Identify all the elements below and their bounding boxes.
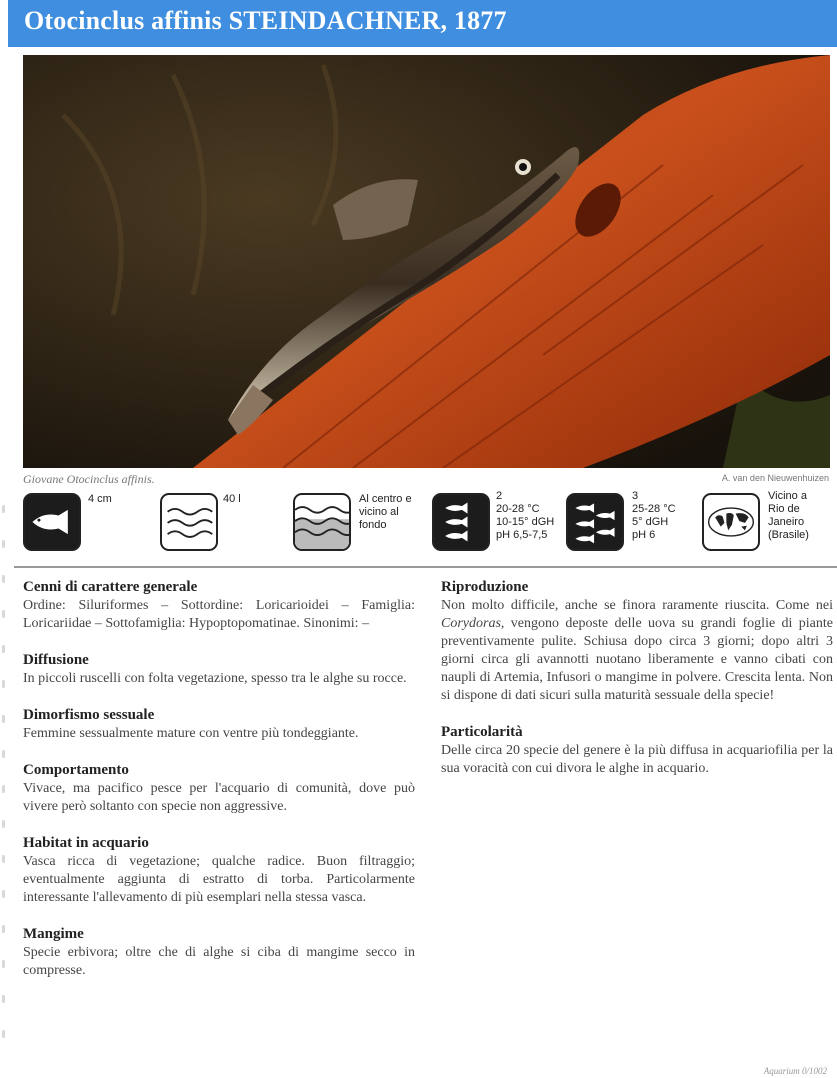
section-text: Ordine: Siluriformes – Sottordine: Loricarioidei – Famiglia: Loricariidae – Sottofamiglia: Hypoptopomatinae. Sinonimi: – [23,598,415,631]
fish-size-icon [23,493,81,551]
right-column [441,578,833,796]
volume-text: 40 l [223,493,241,505]
breeding-conditions-icon [566,493,624,551]
binder-holes [0,0,8,1078]
section-diffusione [23,651,415,688]
water-conditions-text: 2 20-28 °C 10-15° dGH pH 6,5-7,5 [496,490,555,541]
section-mangime [23,925,415,980]
section-heading: Particolarità [441,724,523,740]
section-heading: Comportamento [23,762,129,778]
section-text: Specie erbivora; oltre che di alghe si ciba di mangime secco in compresse. [23,945,415,978]
section-particolarita [441,723,833,778]
section-text: Vasca ricca di vegetazione; qualche radice. Buon filtraggio; eventualmente aggiunta di estratto di torba. Particolarmente interessante l'allevamento di più esemplari nella stessa vasca. [23,854,415,905]
fish-photo [23,55,830,468]
origin-text: Vicino a Rio de Janeiro (Brasile) [768,490,809,541]
photo-credit: A. van den Nieuwenhuizen [721,473,829,483]
section-habitat [23,834,415,907]
section-dimorfismo [23,706,415,743]
title-bar [8,0,837,47]
left-column [23,578,415,998]
size-text: 4 cm [88,493,112,505]
section-heading: Habitat in acquario [23,835,149,851]
tank-volume-icon [160,493,218,551]
page-title: Otocinclus affinis STEINDACHNER, 1877 [24,6,507,35]
section-text: Vivace, ma pacifico pesce per l'acquario di comunità, dove può vivere però soltanto con specie non aggressive. [23,781,415,814]
section-riproduzione [441,578,833,705]
divider [14,566,837,568]
section-text: Non molto difficile, anche se finora raramente riuscita. Come nei Corydoras, vengono deposte delle uova su grandi foglie di piante preventivamente pulite. Schiusa dopo circa 3 giorni; dopo altri 3 giorni circa gli avannotti nuotano liberamente e vanno cibati con naupli di Artemia, Infusori o mangime in polvere. Crescita lenta. Non si dispone di dati sicuri sulla maturità sessuale della specie! [441,598,833,703]
section-heading: Mangime [23,926,84,942]
water-conditions-icon [432,493,490,551]
section-text: In piccoli ruscelli con folta vegetazione, spesso tra le alghe su rocce. [23,671,407,686]
section-heading: Diffusione [23,652,89,668]
swimming-zone-icon [293,493,351,551]
section-text: Delle circa 20 specie del genere è la più diffusa in acquariofilia per la sua voracità con cui divora le alghe in acquario. [441,743,833,776]
page-footer: Aquarium 0/1002 [763,1066,827,1076]
section-comportamento [23,761,415,816]
section-heading: Riproduzione [441,579,529,595]
section-text: Femmine sessualmente mature con ventre più tondeggiante. [23,726,359,741]
zone-text: Al centro e vicino al fondo [359,493,412,531]
section-heading: Cenni di carattere generale [23,579,198,595]
photo-caption: Giovane Otocinclus affinis. [23,472,155,486]
section-cenni [23,578,415,633]
breeding-conditions-text: 3 25-28 °C 5° dGH pH 6 [632,490,676,541]
globe-icon [702,493,760,551]
section-heading: Dimorfismo sessuale [23,707,155,723]
